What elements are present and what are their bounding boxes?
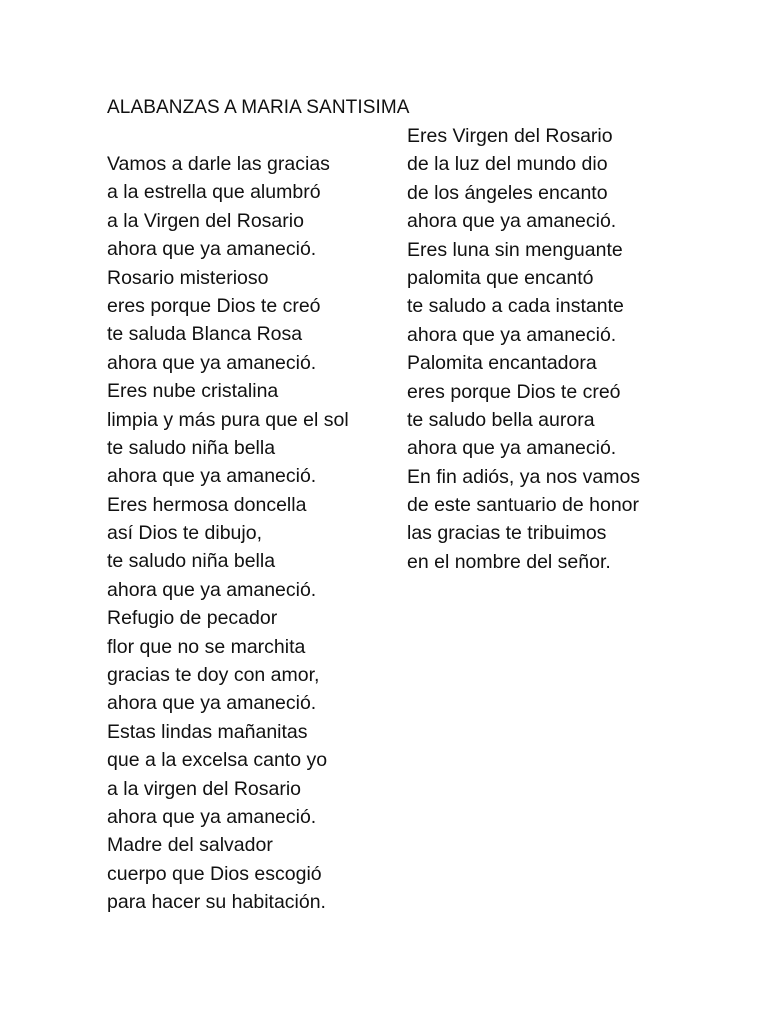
poem-column-left: [107, 150, 349, 917]
poem-line: Eres nube cristalina: [107, 380, 279, 403]
poem-line: ahora que ya amaneció.: [107, 351, 317, 374]
poem-line: ahora que ya amaneció.: [407, 437, 617, 460]
poem-line: así Dios te dibujo,: [107, 522, 263, 545]
poem-line: te saludo bella aurora: [407, 408, 595, 431]
poem-column-right: [407, 122, 640, 576]
poem-line: Eres luna sin menguante: [407, 238, 623, 261]
poem-line: limpia y más pura que el sol: [107, 408, 349, 431]
poem-line: eres porque Dios te creó: [107, 294, 321, 317]
poem-line: Madre del salvador: [107, 834, 273, 857]
poem-line: te saludo a cada instante: [407, 295, 624, 318]
poem-line: ahora que ya amaneció.: [107, 578, 317, 601]
poem-line: te saluda Blanca Rosa: [107, 323, 303, 346]
poem-line: flor que no se marchita: [107, 635, 306, 658]
poem-line: en el nombre del señor.: [407, 550, 611, 573]
poem-line: Rosario misterioso: [107, 266, 269, 289]
poem-line: de los ángeles encanto: [407, 181, 608, 204]
poem-line: te saludo niña bella: [107, 436, 276, 459]
poem-line: Eres Virgen del Rosario: [407, 125, 613, 147]
document-title: ALABANZAS A MARIA SANTISIMA: [107, 97, 410, 118]
poem-line: ahora que ya amaneció.: [107, 465, 317, 488]
poem-line: para hacer su habitación.: [107, 891, 326, 914]
poem-line: gracias te doy con amor,: [107, 664, 320, 687]
poem-line: de la luz del mundo dio: [407, 153, 608, 176]
poem-line: ahora que ya amaneció.: [107, 805, 317, 828]
poem-line: ahora que ya amaneció.: [407, 323, 617, 346]
poem-line: Palomita encantadora: [407, 352, 597, 375]
poem-line: a la estrella que alumbró: [107, 181, 321, 204]
poem-line: Estas lindas mañanitas: [107, 720, 308, 743]
poem-line: Vamos a darle las gracias: [107, 153, 330, 175]
poem-line: a la virgen del Rosario: [107, 777, 302, 800]
poem-line: eres porque Dios te creó: [407, 380, 621, 403]
poem-line: a la Virgen del Rosario: [107, 209, 304, 232]
poem-line: cuerpo que Dios escogió: [107, 862, 322, 885]
poem-line: de este santuario de honor: [407, 494, 640, 517]
poem-line: te saludo niña bella: [107, 550, 276, 573]
poem-line: ahora que ya amaneció.: [407, 210, 617, 233]
poem-line: que a la excelsa canto yo: [107, 749, 328, 772]
poem-line: las gracias te tribuimos: [407, 522, 607, 545]
poem-line: En fin adiós, ya nos vamos: [407, 465, 641, 488]
poem-line: ahora que ya amaneció.: [107, 692, 317, 715]
poem-line: ahora que ya amaneció.: [107, 238, 317, 261]
poem-line: Eres hermosa doncella: [107, 493, 307, 516]
poem-line: palomita que encantó: [407, 266, 594, 289]
poem-line: Refugio de pecador: [107, 607, 278, 630]
